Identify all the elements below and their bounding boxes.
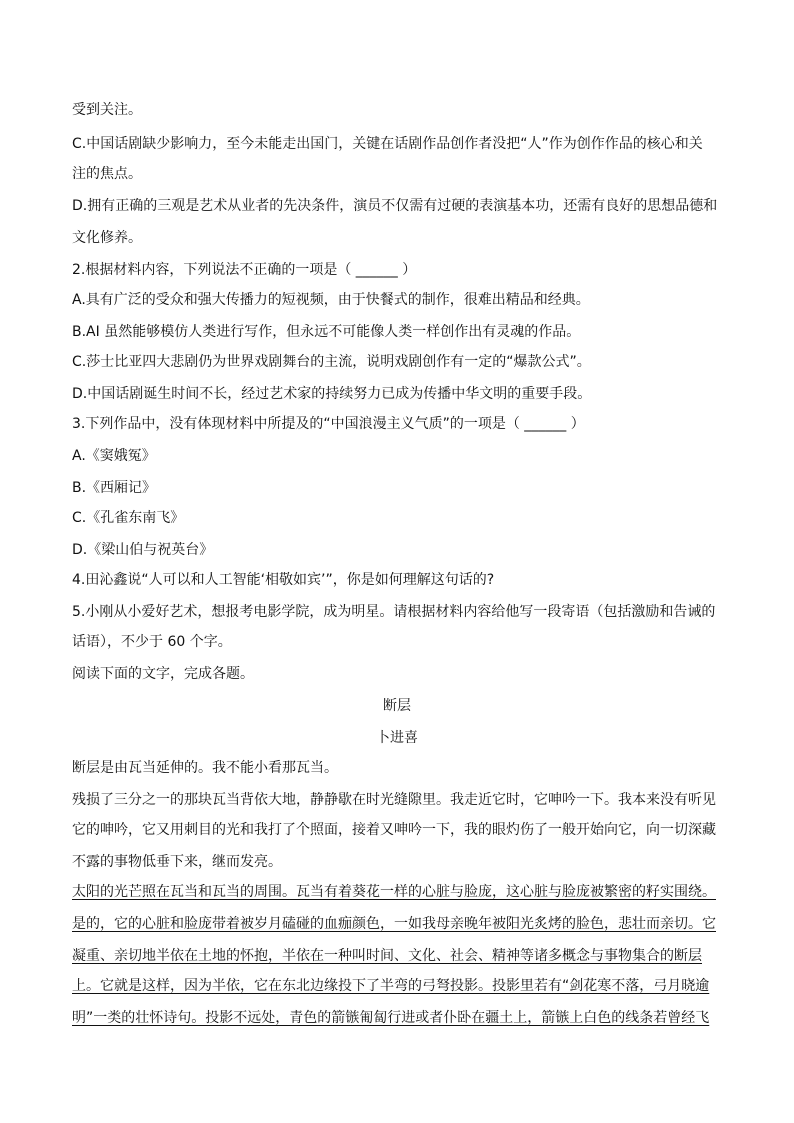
question-2: 2.根据材料内容，下列说法不正确的一项是（ ______ ） xyxy=(72,262,417,278)
q2-option-b: B.AI 虽然能够模仿人类进行写作，但永远不可能像人类一样创作出有灵魂的作品。 xyxy=(72,324,581,340)
text-line: 受到关注。 xyxy=(72,102,142,118)
article-author: 卜进喜 xyxy=(376,730,418,746)
question-3: 3.下列作品中，没有体现材料中所提及的“中国浪漫主义气质”的一项是（ ______ ） xyxy=(72,416,585,432)
q2-option-d: D.中国话剧诞生时间不长，经过艺术家的持续努力已成为传播中华文明的重要手段。 xyxy=(72,386,592,402)
q2-option-a: A.具有广泛的受众和强大传播力的短视频，由于快餐式的制作，很难出精品和经典。 xyxy=(72,292,590,308)
paragraph-1: 断层是由瓦当延伸的。我不能小看那瓦当。 xyxy=(72,760,338,776)
option-c-line-1: C.中国话剧缺少影响力，至今未能走出国门，关键在话剧作品创作者没把“人”作为创作作品的核心和关 xyxy=(72,136,703,152)
question-5-line-1: 5.小刚从小爱好艺术，想报考电影学院，成为明星。请根据材料内容给他写一段寄语（包括激励和告诫的 xyxy=(72,604,716,620)
question-4: 4.田沁鑫说“人可以和人工智能‘相敬如宾’”，你是如何理解这句话的? xyxy=(72,572,495,588)
q2-option-c: C.莎士比亚四大悲剧仍为世界戏剧舞台的主流，说明戏剧创作有一定的“爆款公式”。 xyxy=(72,354,591,370)
option-c-line-2: 注的焦点。 xyxy=(72,166,142,182)
underlined-line-2: 是的，它的心脏和脸庞带着被岁月磕碰的血痂颜色，一如我母亲晚年被阳光炙烤的脸色，悲壮而亲切。它 xyxy=(72,916,716,932)
underlined-line-3: 凝重、亲切地半依在土地的怀抱，半依在一种叫时间、文化、社会、精神等诸多概念与事物集合的断层 xyxy=(72,948,702,964)
underlined-line-1: 太阳的光芒照在瓦当和瓦当的周围。瓦当有着葵花一样的心脏与脸庞，这心脏与脸庞被繁密的籽实围绕。 xyxy=(72,884,716,900)
paragraph-2-line-2: 它的呻吟，它又用刺目的光和我打了个照面，接着又呻吟一下，我的眼灼伤了一般开始向它，向一切深藏 xyxy=(72,822,716,838)
q3-option-d: D.《梁山伯与祝英台》 xyxy=(72,542,214,558)
reading-instruction: 阅读下面的文字，完成各题。 xyxy=(72,666,254,682)
underlined-line-5: 明”一类的壮怀诗句。投影不远处，青色的箭镞匍匐行进或者仆卧在疆土上，箭镞上白色的线条若曾经飞 xyxy=(72,1010,710,1026)
paragraph-2-line-3: 不露的事物低垂下来，继而发亮。 xyxy=(72,854,282,870)
article-title: 断层 xyxy=(383,698,411,714)
q3-option-c: C.《孔雀东南飞》 xyxy=(72,510,185,526)
q3-option-a: A.《窦娥冤》 xyxy=(72,448,156,464)
paragraph-2-line-1: 残损了三分之一的那块瓦当背依大地，静静歇在时光缝隙里。我走近它时，它呻吟一下。我本来没有听见 xyxy=(72,792,716,808)
option-d-line-2: 文化修养。 xyxy=(72,230,142,246)
question-5-line-2: 话语），不少于 60 个字。 xyxy=(72,634,232,650)
underlined-line-4: 上。它就是这样，因为半依，它在东北边缘投下了半弯的弓弩投影。投影里若有“剑花寒不落，弓月晓逾 xyxy=(72,978,710,994)
q3-option-b: B.《西厢记》 xyxy=(72,480,157,496)
option-d-line-1: D.拥有正确的三观是艺术从业者的先决条件，演员不仅需有过硬的表演基本功，还需有良好的思想品德和 xyxy=(72,198,718,214)
